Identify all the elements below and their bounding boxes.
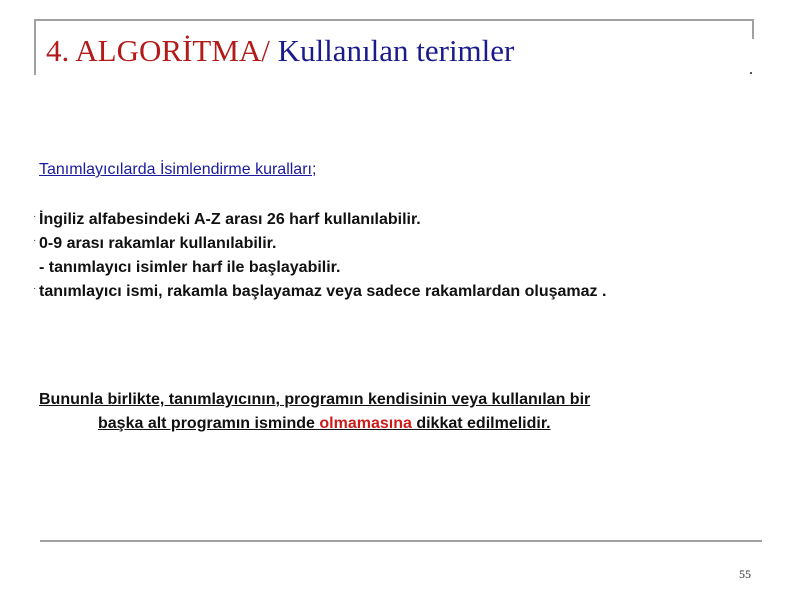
warning-note bbox=[39, 388, 590, 436]
frame-top-border bbox=[34, 19, 754, 21]
page-number: 55 bbox=[739, 567, 751, 581]
note-line-2-end: dikkat edilmelidir. bbox=[411, 415, 551, 432]
note-line-2-start: başka alt programın isminde bbox=[98, 415, 320, 432]
frame-left-border bbox=[34, 19, 36, 75]
bullet-marker: · bbox=[33, 235, 37, 246]
rule-item bbox=[33, 280, 606, 304]
rule-text: 0-9 arası rakamlar kullanılabilir. bbox=[39, 235, 277, 252]
rule-item bbox=[33, 256, 606, 280]
rules-list bbox=[33, 208, 606, 304]
bullet-marker: · bbox=[33, 211, 37, 222]
rule-item bbox=[33, 208, 606, 232]
bullet-marker: · bbox=[33, 283, 37, 294]
rule-text: - tanımlayıcı isimler harf ile başlayabilir. bbox=[39, 259, 341, 276]
rule-text: İngiliz alfabesindeki A-Z arası 26 harf kullanılabilir. bbox=[39, 211, 421, 228]
rule-item bbox=[33, 232, 606, 256]
note-line-1: Bununla birlikte, tanımlayıcının, programın kendisinin veya kullanılan bir bbox=[39, 391, 591, 408]
title-suffix: Kullanılan terimler bbox=[269, 33, 515, 68]
rules-heading: Tanımlayıcılarda İsimlendirme kuralları; bbox=[39, 161, 317, 178]
note-line-2 bbox=[39, 415, 551, 432]
frame-right-border bbox=[752, 19, 754, 39]
slide-title bbox=[46, 32, 514, 69]
corner-dot bbox=[750, 72, 752, 74]
footer-divider bbox=[40, 540, 762, 542]
rule-text: tanımlayıcı ismi, rakamla başlayamaz veya sadece rakamlardan oluşamaz . bbox=[39, 283, 607, 300]
note-highlight: olmamasına bbox=[319, 415, 412, 432]
title-prefix: 4. ALGORİTMA/ bbox=[46, 33, 270, 68]
